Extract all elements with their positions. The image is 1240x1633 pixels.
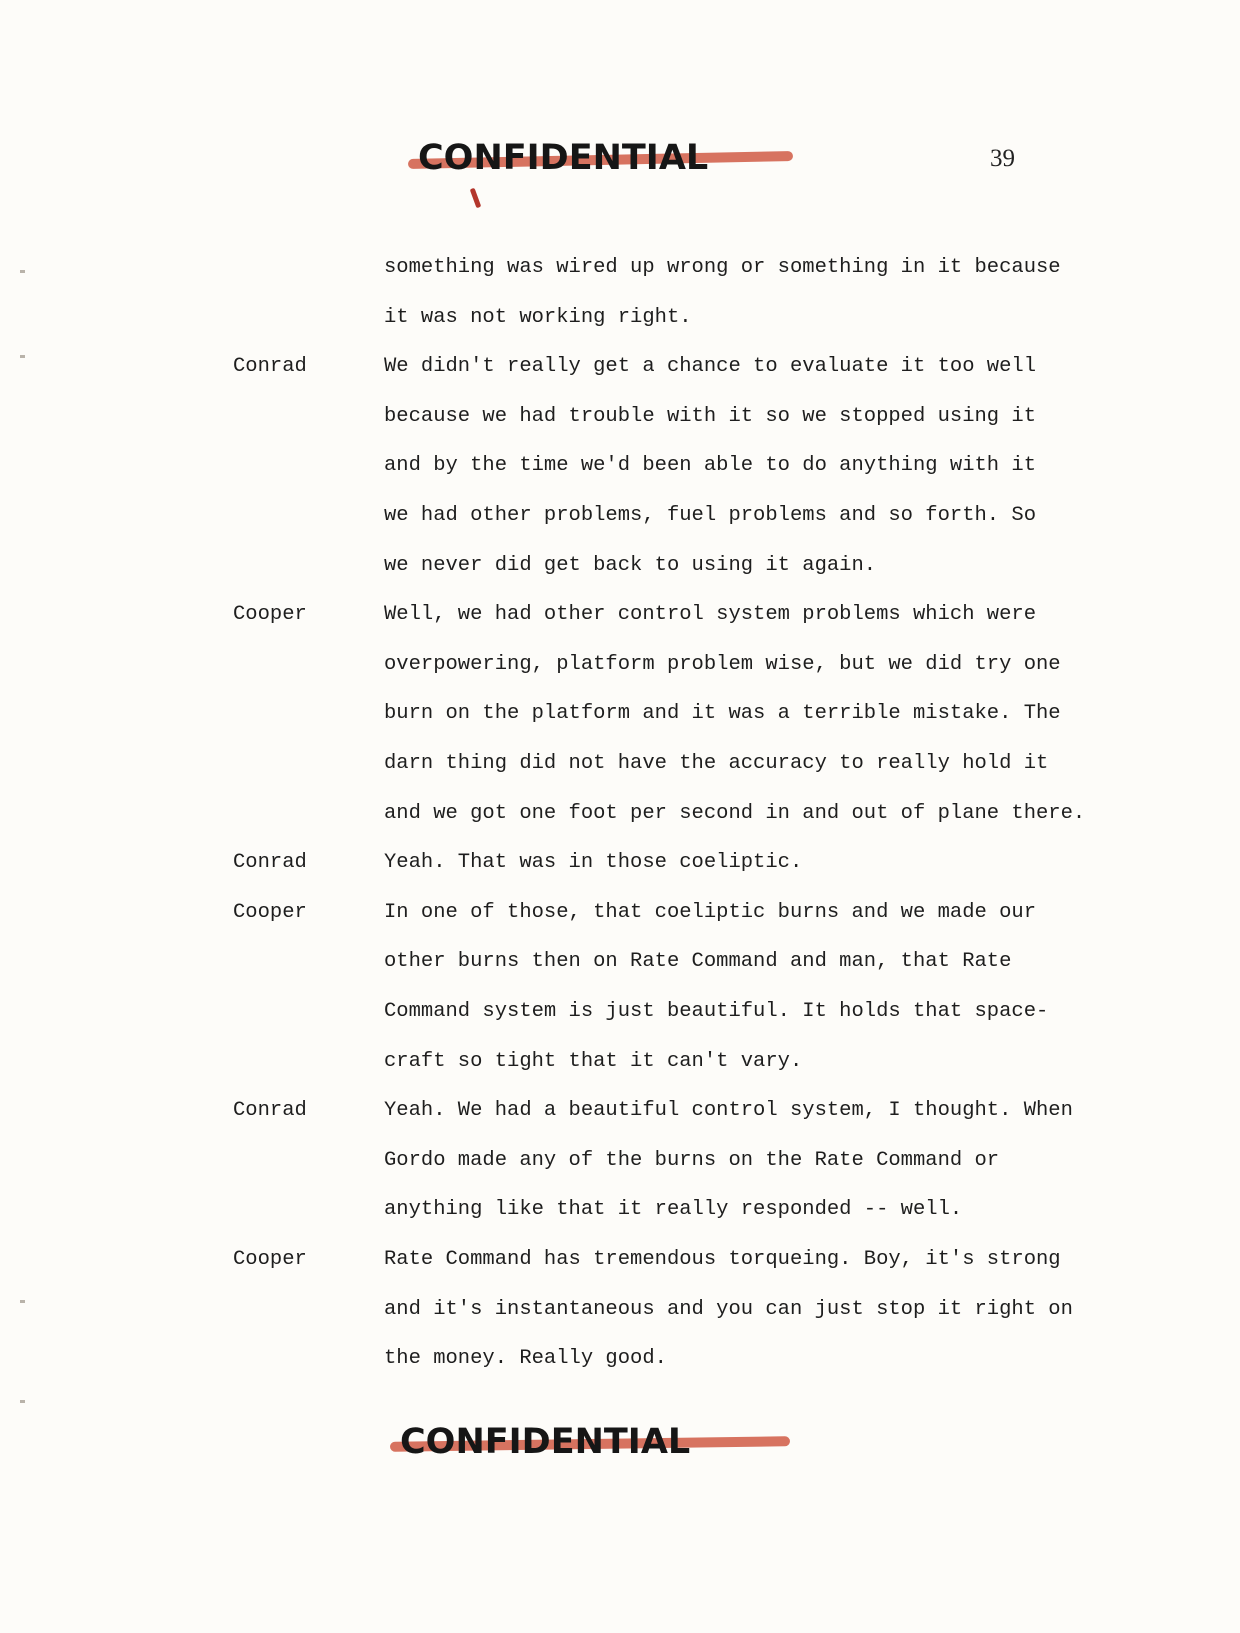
- transcript-line: darn thing did not have the accuracy to really hold it: [384, 752, 1049, 775]
- margin-speck: [20, 1300, 25, 1303]
- transcript-line: We didn't really get a chance to evaluate it too well: [384, 355, 1037, 379]
- transcript-line: and by the time we'd been able to do anything with it: [384, 454, 1037, 478]
- speaker-name: Conrad: [233, 851, 307, 875]
- speaker-name: Cooper: [233, 603, 307, 627]
- transcript-line: we had other problems, fuel problems and so forth. So: [384, 504, 1037, 527]
- transcript-line: Yeah. That was in those coeliptic.: [384, 851, 803, 875]
- speaker-name: Conrad: [233, 1099, 307, 1123]
- speaker-name: Cooper: [233, 1248, 307, 1271]
- transcript-line: we never did get back to using it again.: [384, 553, 877, 577]
- transcript-line: overpowering, platform problem wise, but we did try one: [384, 652, 1061, 676]
- transcript-line: anything like that it really responded -- well.: [384, 1198, 963, 1222]
- transcript-line: because we had trouble with it so we stopped using it: [384, 404, 1037, 428]
- margin-speck: [20, 355, 25, 358]
- transcript-line: something was wired up wrong or something in it because: [384, 256, 1061, 279]
- transcript-line: the money. Really good.: [384, 1347, 667, 1371]
- transcript-line: In one of those, that coeliptic burns and we made our: [384, 900, 1037, 924]
- transcript-line: Rate Command has tremendous torqueing. Boy, it's strong: [384, 1248, 1061, 1271]
- margin-speck: [20, 270, 25, 273]
- transcript-line: Well, we had other control system problems which were: [384, 603, 1037, 627]
- transcript-line: Yeah. We had a beautiful control system, I thought. When: [384, 1099, 1073, 1123]
- transcript-line: it was not working right.: [384, 305, 692, 329]
- confidential-stamp-text: CONFIDENTIAL: [418, 138, 709, 178]
- page-number: 39: [990, 145, 1015, 172]
- transcript-line: other burns then on Rate Command and man, that Rate: [384, 950, 1012, 974]
- confidential-stamp-top: [418, 138, 708, 178]
- transcript-line: Gordo made any of the burns on the Rate Command or: [384, 1148, 1000, 1172]
- confidential-stamp-text: CONFIDENTIAL: [400, 1422, 691, 1462]
- transcript-line: and we got one foot per second in and out of plane there.: [384, 801, 1086, 825]
- confidential-stamp-bottom: [400, 1422, 690, 1462]
- margin-speck: [20, 1400, 25, 1403]
- transcript-line: Command system is just beautiful. It holds that space-: [384, 1000, 1049, 1023]
- speaker-name: Conrad: [233, 355, 307, 379]
- transcript-line: burn on the platform and it was a terrible mistake. The: [384, 702, 1061, 726]
- red-tick-mark: [470, 188, 482, 209]
- transcript-line: and it's instantaneous and you can just stop it right on: [384, 1297, 1073, 1321]
- transcript-line: craft so tight that it can't vary.: [384, 1049, 803, 1073]
- speaker-name: Cooper: [233, 900, 307, 924]
